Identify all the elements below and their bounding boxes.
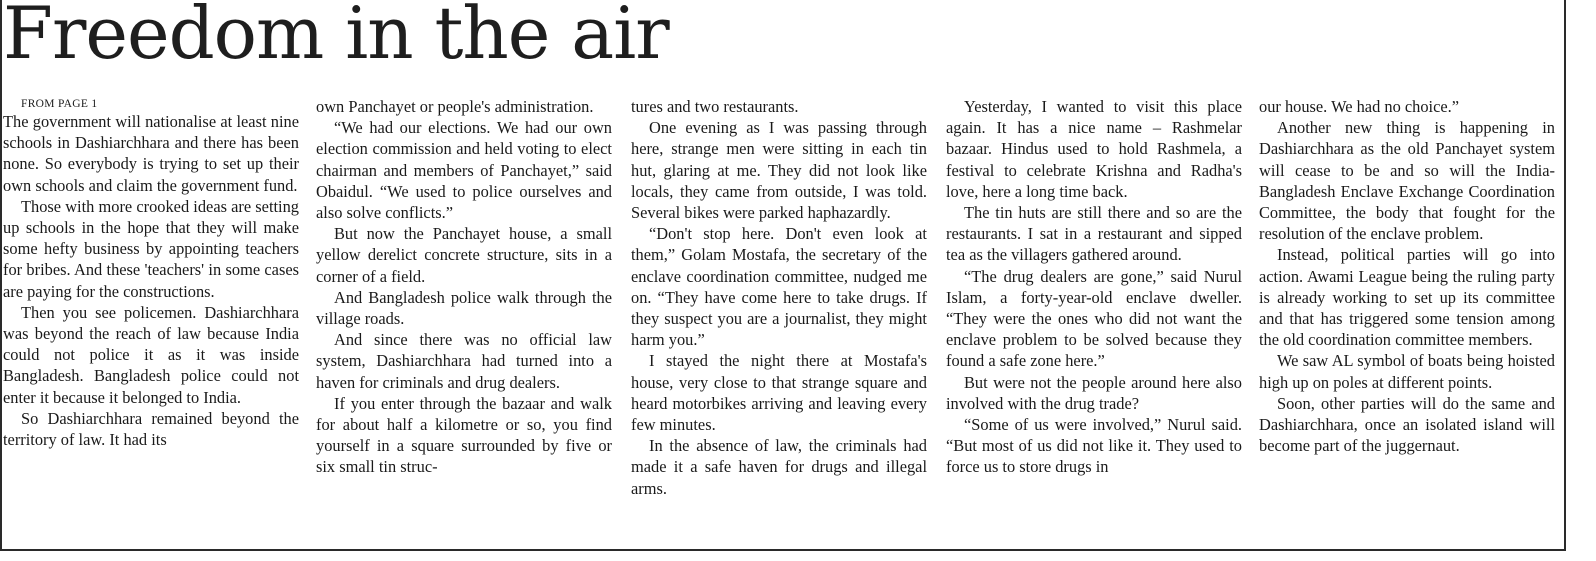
paragraph: “The drug dealers are gone,” said Nurul Islam, a forty-year-old enclave dweller. “They were the ones who did not want the enclave problem to be solved because they found a safe zone here.” <box>946 266 1242 371</box>
article-column-5 <box>1259 96 1555 544</box>
paragraph: I stayed the night there at Mostafa's house, very close to that strange square and heard motorbikes arriving and leaving every few minutes. <box>631 351 927 435</box>
paragraph: One evening as I was passing through here, strange men were sitting in each tin hut, glaring at me. They did not look like locals, they came from outside, I was told. Several bikes were parked haphazardly. <box>631 118 927 223</box>
paragraph: Instead, political parties will go into action. Awami League being the ruling party is already working to set up its committee and that has triggered some tension among the old coordination committee members. <box>1259 245 1555 350</box>
paragraph: If you enter through the bazaar and walk for about half a kilometre or so, you find yourself in a square surrounded by five or six small tin struc- <box>316 393 612 477</box>
paragraph: “Some of us were involved,” Nurul said. “But most of us did not like it. They used to force us to store drugs in <box>946 415 1242 477</box>
paragraph: The tin huts are still there and so are the restaurants. I sat in a restaurant and sipped tea as the villagers gathered around. <box>946 203 1242 265</box>
paragraph: tures and two restaurants. <box>631 97 799 116</box>
paragraph: The government will nationalise at least nine schools in Dashiarchhara and there has been none. So everybody is trying to set up their own schools and claim the government fund. <box>3 112 299 195</box>
article-column-4 <box>946 96 1242 544</box>
paragraph: But were not the people around here also involved with the drug trade? <box>946 372 1242 413</box>
paragraph: In the absence of law, the criminals had made it a safe haven for drugs and illegal arms. <box>631 436 927 498</box>
paragraph: Yesterday, I wanted to visit this place again. It has a nice name – Rashmelar bazaar. Hindus used to hold Rashmela, a festival to celebrate Krishna and Radha's love, here a long time back. <box>946 97 1242 201</box>
paragraph: And Bangladesh police walk through the village roads. <box>316 287 612 329</box>
paragraph: Another new thing is happening in Dashiarchhara as the old Panchayet system will cease to be and so will the India-Bangladesh Enclave Exchange Coordination Committee, the body that fought for the resolution of the enclave problem. <box>1259 118 1555 244</box>
paragraph: “We had our elections. We had our own election commission and held voting to elect chairman and members of Panchayet,” said Obaidul. “We used to police ourselves and also solve conflicts.” <box>316 118 612 223</box>
paragraph: We saw AL symbol of boats being hoisted high up on poles at different points. <box>1259 351 1555 392</box>
paragraph: And since there was no official law system, Dashiarchhara had turned into a haven for criminals and drug dealers. <box>316 330 612 392</box>
article-body <box>3 96 1561 544</box>
paragraph: Those with more crooked ideas are setting up schools in the hope that they will make some hefty business by appointing teachers for bribes. And these 'teachers' in some cases are paying for the constructions. <box>3 196 299 301</box>
headline: Freedom in the air <box>3 0 669 75</box>
paragraph: But now the Panchayet house, a small yellow derelict concrete structure, sits in a corner of a field. <box>316 224 612 286</box>
paragraph: So Dashiarchhara remained beyond the territory of law. It had its <box>3 408 299 450</box>
article-column-3 <box>631 96 927 544</box>
kicker-from-page: FROM PAGE 1 <box>21 98 98 110</box>
paragraph: our house. We had no choice.” <box>1259 97 1460 116</box>
paragraph: Then you see policemen. Dashiarchhara was beyond the reach of law because India could not police it as it was inside Bangladesh. Bangladesh police could not enter it because it belonged to India. <box>3 302 299 407</box>
article-column-1 <box>3 96 299 544</box>
article-column-2 <box>316 96 612 544</box>
paragraph: Soon, other parties will do the same and Dashiarchhara, once an isolated island will become part of the juggernaut. <box>1259 393 1555 456</box>
paragraph: “Don't stop here. Don't even look at them,” Golam Mostafa, the secretary of the enclave coordination committee, nudged me on. “They have come here to take drugs. If they suspect you are a journalist, they might harm you.” <box>631 224 927 350</box>
paragraph: own Panchayet or people's administration. <box>316 97 594 116</box>
